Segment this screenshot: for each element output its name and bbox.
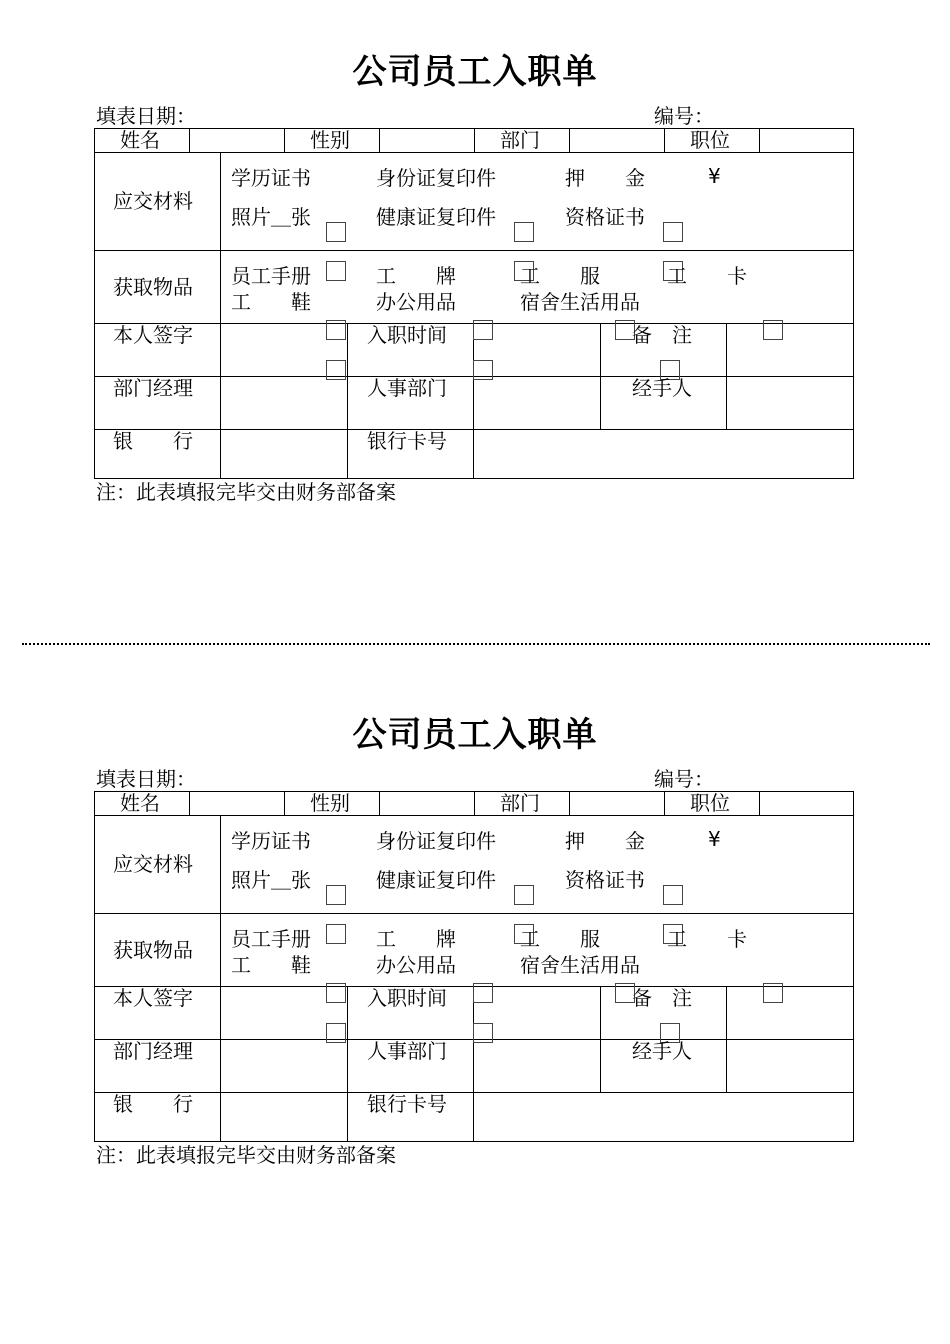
handler-label: 经手人 <box>632 1039 692 1063</box>
office-label: 办公用品 <box>376 290 456 314</box>
hr-label: 人事部门 <box>367 1039 447 1063</box>
card-checkbox[interactable] <box>763 320 783 340</box>
health-copy-label: 健康证复印件 <box>376 205 496 229</box>
badge-label: 工 牌 <box>376 264 456 288</box>
dorm-label: 宿舍生活用品 <box>520 953 640 977</box>
onboarding-form-1 <box>0 0 950 620</box>
qualification-checkbox[interactable] <box>663 222 683 242</box>
deposit-label: 押 金 <box>565 829 645 853</box>
bank-label: 银 行 <box>113 429 193 453</box>
card-label: 工 卡 <box>667 264 747 288</box>
uniform-label: 工 服 <box>520 264 600 288</box>
office-checkbox[interactable] <box>473 320 493 340</box>
handbook-checkbox[interactable] <box>326 261 346 281</box>
dept-manager-label: 部门经理 <box>113 376 193 400</box>
handbook-label: 员工手册 <box>231 927 311 951</box>
qualification-label: 资格证书 <box>565 868 645 892</box>
card-no-label: 银行卡号 <box>367 429 447 453</box>
entry-time-box[interactable] <box>473 1023 493 1043</box>
dept-manager-label: 部门经理 <box>113 1039 193 1063</box>
health-copy-checkbox[interactable] <box>514 222 534 242</box>
materials-label: 应交材料 <box>113 852 193 876</box>
self-sign-label: 本人签字 <box>113 323 193 347</box>
footer-note: 注：此表填报完毕交由财务部备案 <box>96 1143 396 1167</box>
dorm-label: 宿舍生活用品 <box>520 290 640 314</box>
gender-label: 性别 <box>310 791 350 815</box>
id-copy-label: 身份证复印件 <box>376 166 496 190</box>
yen-symbol: ¥ <box>708 827 721 851</box>
handler-label: 经手人 <box>632 376 692 400</box>
shoes-label: 工 鞋 <box>231 290 311 314</box>
items-label: 获取物品 <box>113 275 193 299</box>
uniform-label: 工 服 <box>520 927 600 951</box>
office-checkbox[interactable] <box>473 983 493 1003</box>
handbook-label: 员工手册 <box>231 264 311 288</box>
name-label: 姓名 <box>120 791 160 815</box>
diploma-label: 学历证书 <box>231 166 311 190</box>
card-no-label: 银行卡号 <box>367 1092 447 1116</box>
qualification-label: 资格证书 <box>565 205 645 229</box>
cut-line-divider <box>22 643 930 645</box>
entry-time-label: 入职时间 <box>367 323 447 347</box>
photo-label: 照片＿张 <box>231 205 311 229</box>
onboarding-form-2 <box>0 663 950 1283</box>
id-copy-label: 身份证复印件 <box>376 829 496 853</box>
deposit-label: 押 金 <box>565 166 645 190</box>
form-table <box>0 0 950 620</box>
yen-symbol: ¥ <box>708 164 721 188</box>
remark-label: 备 注 <box>632 323 692 347</box>
health-copy-label: 健康证复印件 <box>376 868 496 892</box>
department-label: 部门 <box>500 128 540 152</box>
photo-checkbox[interactable] <box>326 222 346 242</box>
card-checkbox[interactable] <box>763 983 783 1003</box>
bank-label: 银 行 <box>113 1092 193 1116</box>
health-copy-checkbox[interactable] <box>514 885 534 905</box>
materials-label: 应交材料 <box>113 189 193 213</box>
handbook-checkbox[interactable] <box>326 924 346 944</box>
photo-checkbox[interactable] <box>326 885 346 905</box>
office-label: 办公用品 <box>376 953 456 977</box>
diploma-label: 学历证书 <box>231 829 311 853</box>
shoes-label: 工 鞋 <box>231 953 311 977</box>
badge-label: 工 牌 <box>376 927 456 951</box>
self-sign-box[interactable] <box>326 360 346 380</box>
card-label: 工 卡 <box>667 927 747 951</box>
form-table <box>0 663 950 1283</box>
shoes-checkbox[interactable] <box>326 983 346 1003</box>
footer-note: 注：此表填报完毕交由财务部备案 <box>96 480 396 504</box>
self-sign-box[interactable] <box>326 1023 346 1043</box>
photo-label: 照片＿张 <box>231 868 311 892</box>
form-title: 公司员工入职单 <box>352 715 598 755</box>
department-label: 部门 <box>500 791 540 815</box>
entry-time-box[interactable] <box>473 360 493 380</box>
entry-time-label: 入职时间 <box>367 986 447 1010</box>
shoes-checkbox[interactable] <box>326 320 346 340</box>
form-title: 公司员工入职单 <box>352 52 598 92</box>
self-sign-label: 本人签字 <box>113 986 193 1010</box>
items-label: 获取物品 <box>113 938 193 962</box>
position-label: 职位 <box>690 791 730 815</box>
name-label: 姓名 <box>120 128 160 152</box>
fill-date-label: 填表日期： <box>96 104 196 128</box>
qualification-checkbox[interactable] <box>663 885 683 905</box>
position-label: 职位 <box>690 128 730 152</box>
gender-label: 性别 <box>310 128 350 152</box>
hr-label: 人事部门 <box>367 376 447 400</box>
fill-date-label: 填表日期： <box>96 767 196 791</box>
form-number-label: 编号： <box>654 767 714 791</box>
remark-label: 备 注 <box>632 986 692 1010</box>
form-number-label: 编号： <box>654 104 714 128</box>
